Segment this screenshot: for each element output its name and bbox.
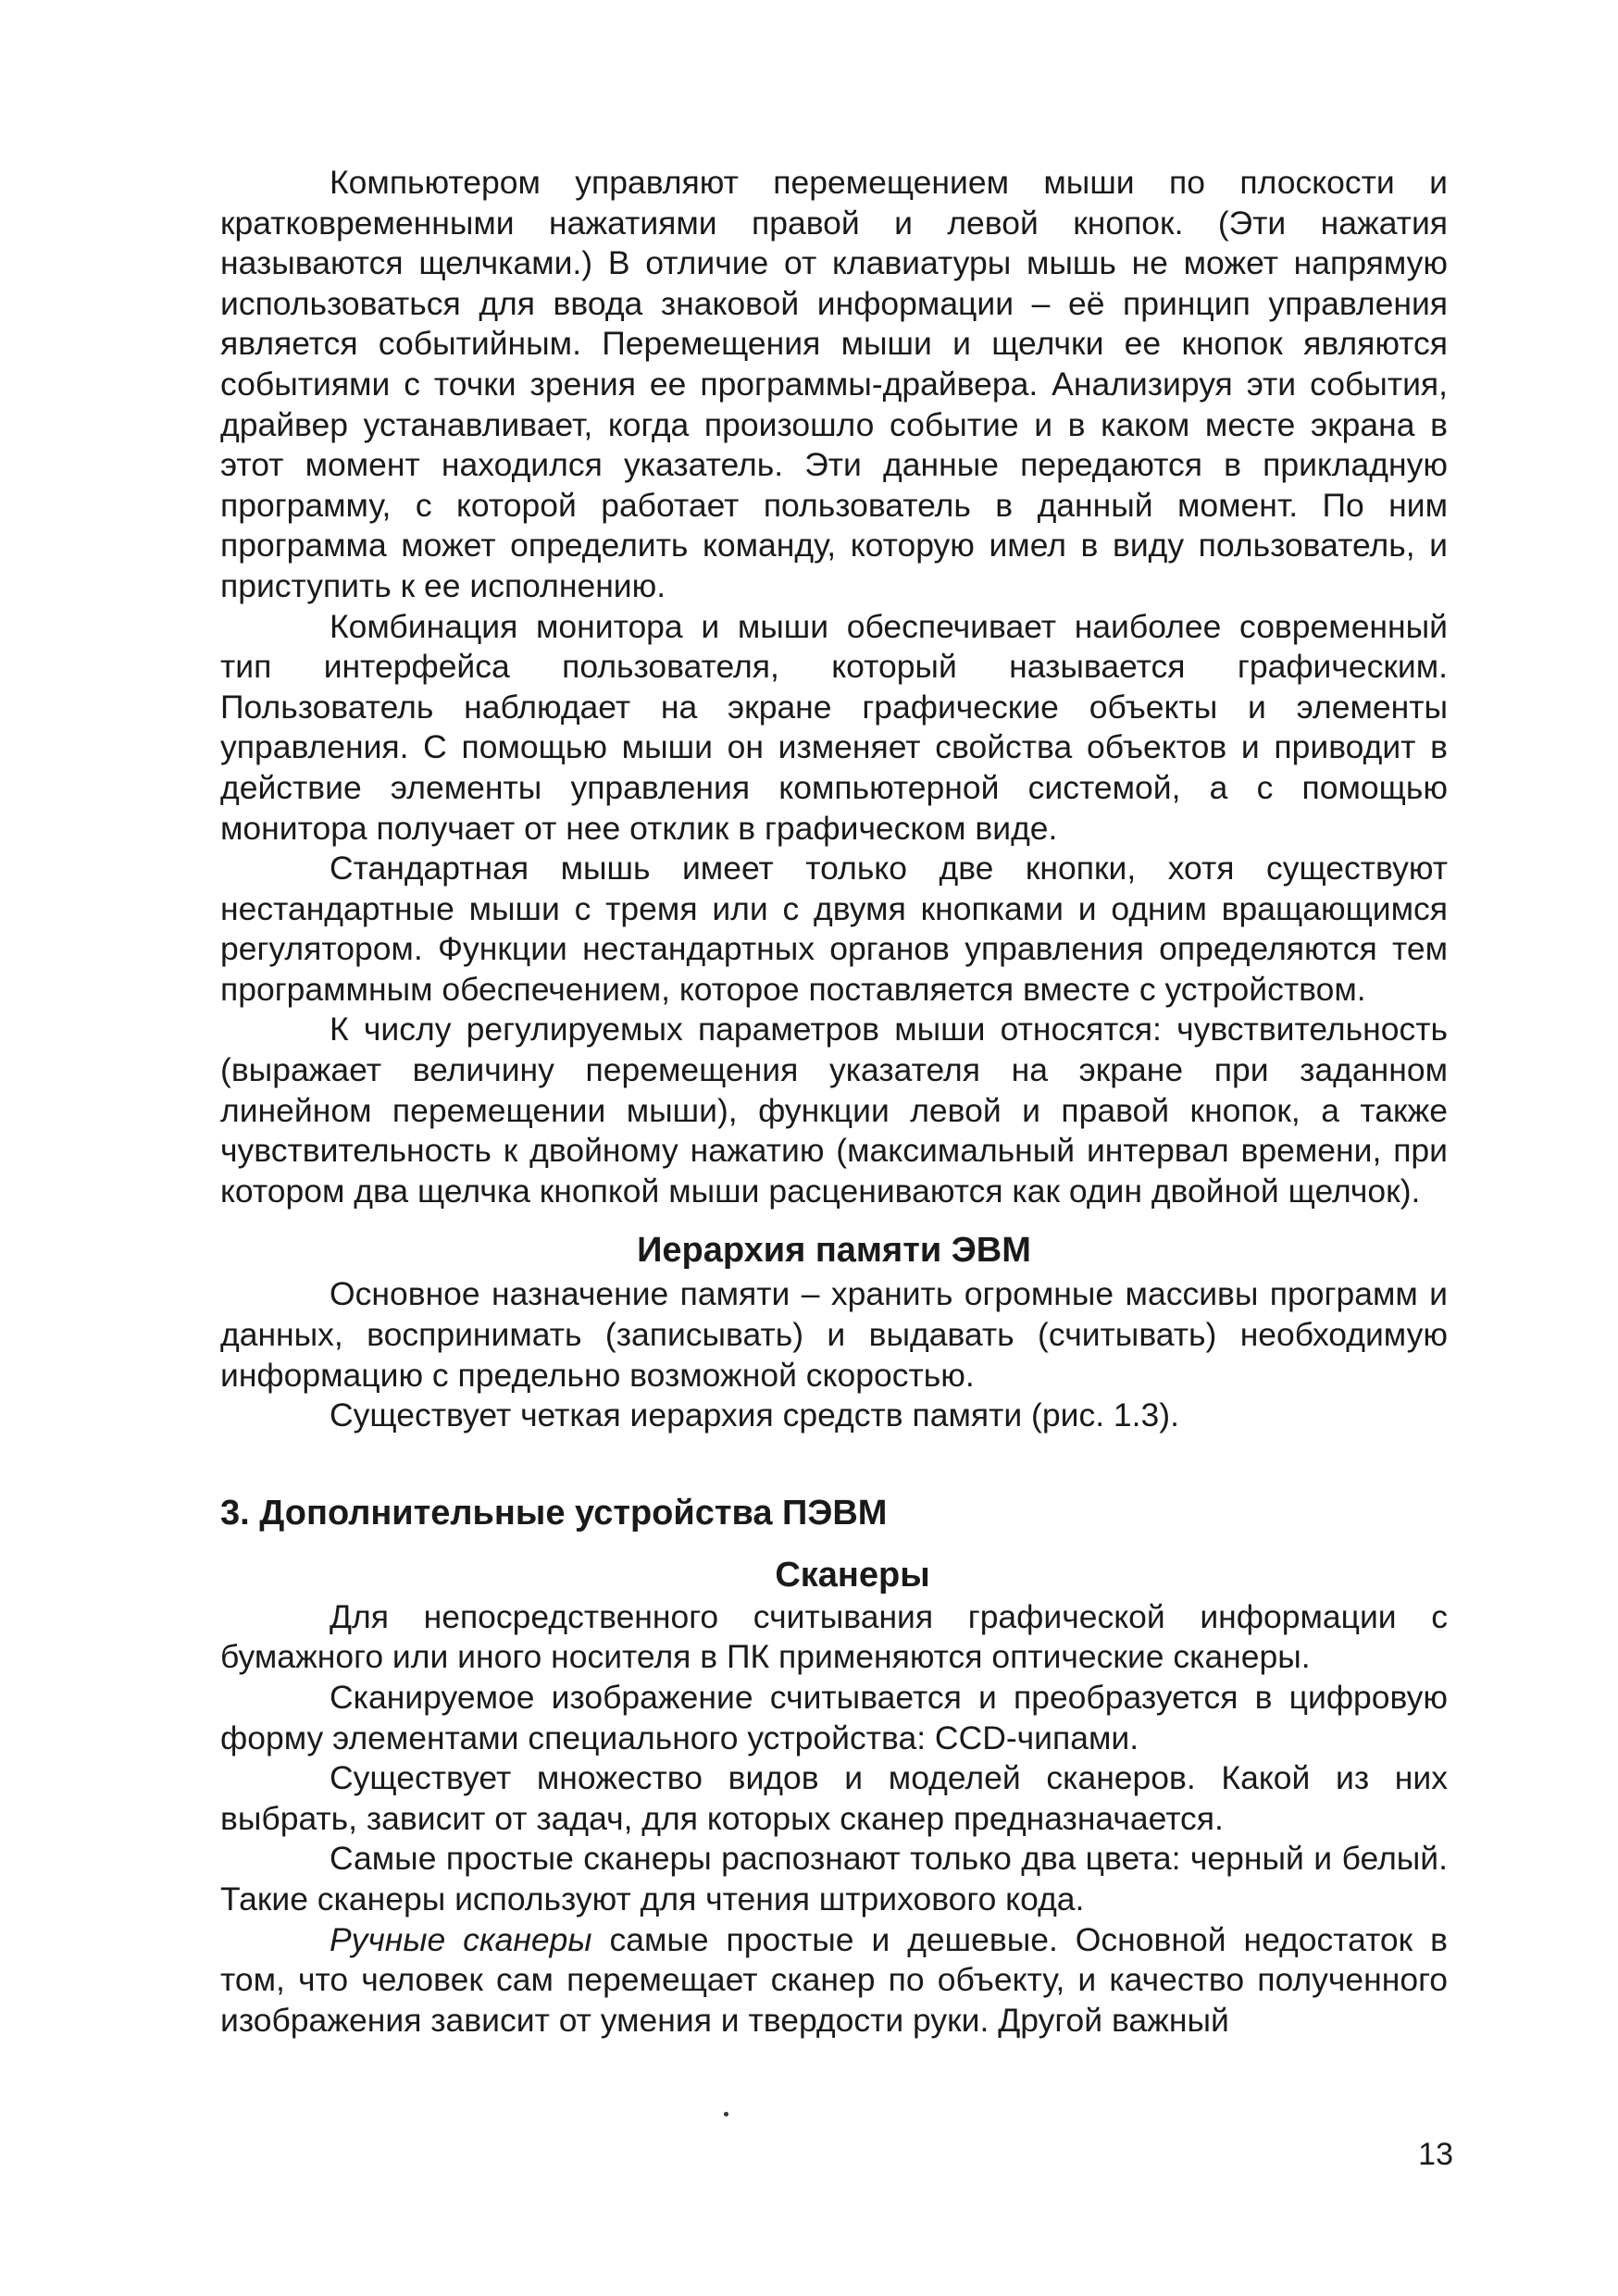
- scan-speck: [724, 2112, 728, 2116]
- subheading-scanners: Сканеры: [775, 1555, 930, 1595]
- section-heading-additional-devices: 3. Дополнительные устройства ПЭВМ: [220, 1493, 888, 1533]
- paragraph-scanner-types: Существует множество видов и моделей сканеров. Какой из них выбрать, зависит от задач, для которых сканер предназначается.: [220, 1759, 1448, 1837]
- paragraph-scanner-purpose: Для непосредственного считывания графической информации с бумажного или иного носителя в ПК применяются оптические сканеры.: [220, 1597, 1448, 1676]
- paragraph-ccd-chips: Сканируемое изображение считывается и преобразуется в цифровую форму элементами специального устройства: CCD-чипами.: [220, 1679, 1448, 1756]
- paragraph-memory-purpose: Основное назначение памяти – хранить огромные массивы программ и данных, воспринимать (записывать) и выдавать (считывать) необходимую информацию с предельно возможной скоростью.: [220, 1275, 1448, 1394]
- heading-memory-hierarchy: Иерархия памяти ЭВМ: [637, 1231, 1031, 1271]
- paragraph-graphical-interface: Комбинация монитора и мыши обеспечивает наиболее современный тип интерфейса пользователя, который называется графическим. Пользователь наблюдает на экране графические объекты и элементы управления. С помощью мыши он изменяет свойства объектов и приводит в действие элементы управления компьютерной системой, а с помощью монитора получает от нее отклик в графическом виде.: [220, 607, 1448, 847]
- hand-scanners-text: самые простые и дешевые. Основной недостаток в том, что человек сам перемещает сканер по объекту, и качество полученного изображения зависит от умения и твердости руки. Другой важный: [220, 1920, 1448, 2039]
- paragraph-simple-scanners: Самые простые сканеры распознают только два цвета: черный и белый. Такие сканеры используют для чтения штрихового кода.: [220, 1840, 1448, 1917]
- paragraph-mouse-control: Компьютером управляют перемещением мыши по плоскости и кратковременными нажатиями правой и левой кнопок. (Эти нажатия называются щелчками.) В отличие от клавиатуры мышь не может напрямую использоваться для ввода знаковой информации – её принцип управления является событийным. Перемещения мыши и щелчки ее кнопок являются событиями с точки зрения ее программы-драйвера. Анализируя эти события, драйвер устанавливает, когда произошло событие и в каком месте экрана в этот момент находился указатель. Эти данные передаются в прикладную программу, с которой работает пользователь в данный момент. По ним программа может определить команду, которую имел в виду пользователь, и приступить к ее исполнению.: [220, 164, 1448, 604]
- paragraph-mouse-parameters: К числу регулируемых параметров мыши относятся: чувствительность (выражает величину перемещения указателя на экране при заданном линейном перемещении мыши), функции левой и правой кнопок, а также чувствительность к двойному нажатию (максимальный интервал времени, при котором два щелчка кнопкой мыши расцениваются как один двойной щелчок).: [220, 1011, 1448, 1210]
- paragraph-hand-scanners: [220, 1920, 1448, 2042]
- paragraph-standard-mouse: Стандартная мышь имеет только две кнопки, хотя существуют нестандартные мыши с тремя или с двумя кнопками и одним вращающимся регулятором. Функции нестандартных органов управления определяются тем программным обеспечением, которое поставляется вместе с устройством.: [220, 850, 1448, 1008]
- paragraph-memory-hierarchy: Существует четкая иерархия средств памяти (рис. 1.3).: [330, 1396, 1179, 1434]
- term-hand-scanners: Ручные сканеры: [330, 1920, 592, 1958]
- page-number: 13: [1418, 2137, 1453, 2172]
- page-content: [220, 163, 1448, 2041]
